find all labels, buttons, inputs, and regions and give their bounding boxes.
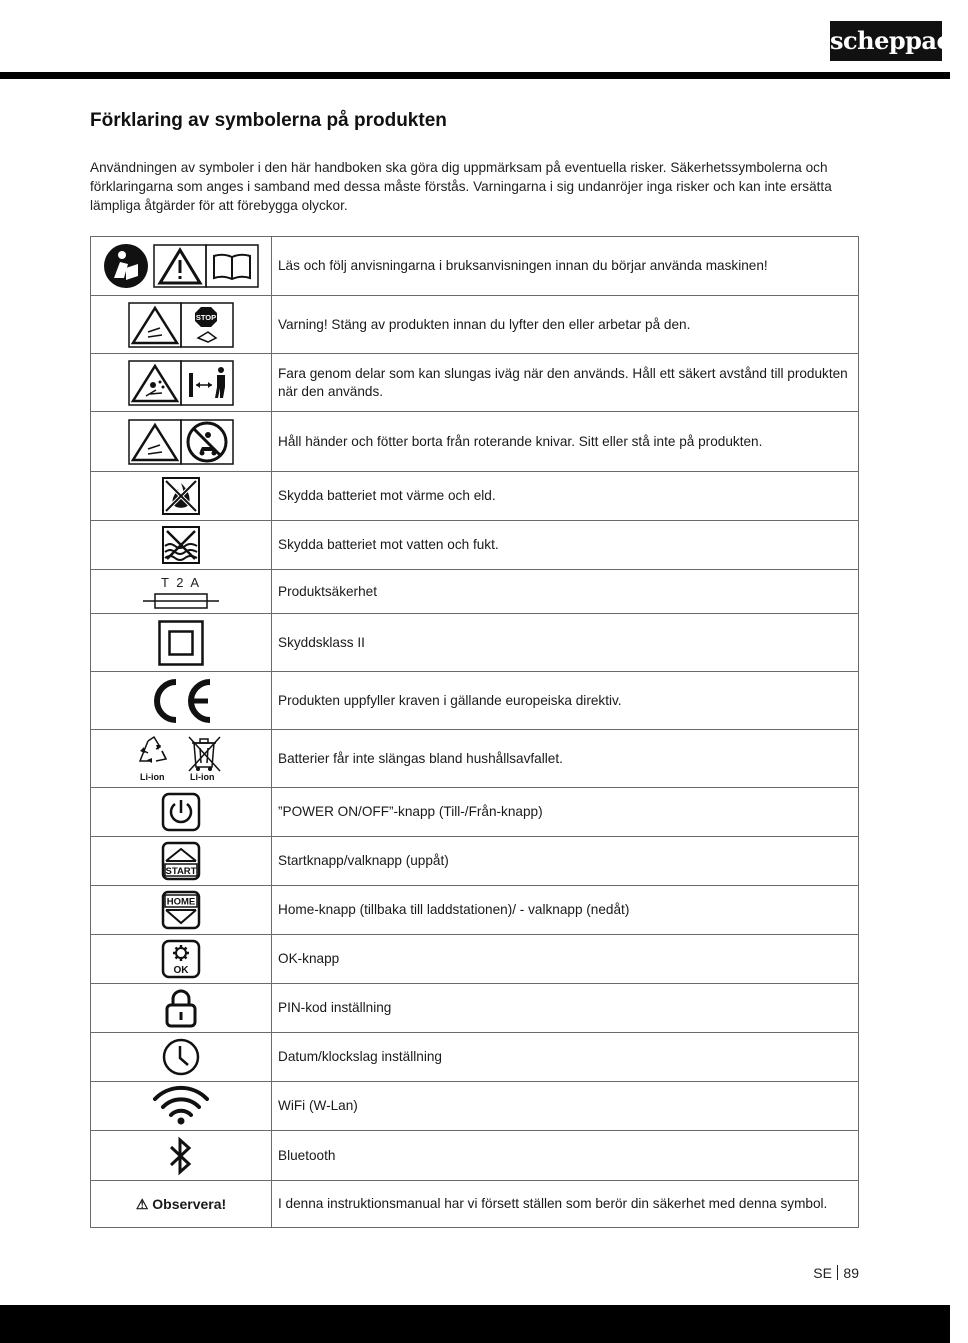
symbol-cell [91,1181,272,1228]
symbol-cell [91,788,272,837]
symbol-description: OK-knapp [272,935,859,984]
wifi-icon [152,1086,210,1126]
clock-icon [161,1037,201,1077]
protection-class-icon [158,620,204,666]
table-row [91,614,859,672]
symbol-description: Produktsäkerhet [272,570,859,614]
table-row [91,1033,859,1082]
symbol-description: Bluetooth [272,1131,859,1181]
fire-icon [162,477,200,515]
symbol-cell [91,1082,272,1131]
stop-sign-text: STOP [195,312,217,322]
symbol-description: Fara genom delar som kan slungas iväg när den används. Håll ett säkert avstånd till produkten när den används. [272,354,859,412]
home-text: HOME [166,896,196,908]
table-row [91,886,859,935]
symbol-description: WiFi (W-Lan) [272,1082,859,1131]
li-ion-label: Li-ion [140,771,165,782]
symbol-cell [91,1033,272,1082]
warning-stop-icon [128,302,234,348]
table-row [91,837,859,886]
brand-logo: scheppach [830,21,942,61]
symbol-cell [91,837,272,886]
symbol-cell [91,472,272,521]
rotating-blades-icon [128,419,234,465]
symbol-description: Produkten uppfyller kraven i gällande europeiska direktiv. [272,672,859,730]
intro-paragraph: Användningen av symboler i den här handboken ska göra dig uppmärksam på eventuella risker. Säkerhetssymbolerna och förklaringarna som anges i samband med dessa måste förstås. Varningarna i sig undanröjer inga risker och kan inte ersätta lämpliga åtgärder för att förebygga olyckor. [90,160,832,213]
table-row [91,1082,859,1131]
symbol-description: Batterier får inte slängas bland hushållsavfallet. [272,730,859,788]
table-row [91,237,859,296]
power-icon [161,792,201,832]
header-rule [0,72,950,79]
table-row [91,730,859,788]
symbol-description: ”POWER ON/OFF”-knapp (Till-/Från-knapp) [272,788,859,837]
start-text: START [165,866,197,877]
fuse-rating-text: T 2 A [160,574,202,590]
symbol-description: PIN-kod inställning [272,984,859,1033]
table-row [91,935,859,984]
observera-label: ⚠ Observera! [135,1195,227,1212]
table-row [91,412,859,472]
symbol-cell [91,1131,272,1181]
page-number-divider [837,1265,839,1280]
symbol-description: Skydda batteriet mot vatten och fukt. [272,521,859,570]
symbol-cell [91,296,272,354]
water-icon [162,526,200,564]
start-up-icon [161,841,201,881]
fuse-icon [141,573,221,611]
symbol-description: Datum/klockslag inställning [272,1033,859,1082]
table-row [91,672,859,730]
table-row [91,521,859,570]
li-ion-label: Li-ion [190,771,215,782]
thrown-objects-icon [128,360,234,406]
symbol-description: Skyddsklass II [272,614,859,672]
symbol-cell [91,412,272,472]
page-number [813,1265,859,1281]
page-title: Förklaring av symbolerna på produkten [90,110,447,131]
symbol-description: Håll händer och fötter borta från roterande knivar. Sitt eller stå inte på produkten. [272,412,859,472]
ok-text: OK [173,965,189,976]
symbol-description: Home-knapp (tillbaka till laddstationen)/ - valknapp (nedåt) [272,886,859,935]
home-down-icon [161,890,201,930]
symbol-cell [91,570,272,614]
symbol-cell [91,614,272,672]
table-row [91,1131,859,1181]
language-code: SE [813,1265,832,1281]
symbol-table [90,236,859,1228]
symbol-description: Varning! Stäng av produkten innan du lyfter den eller arbetar på den. [272,296,859,354]
ce-mark-icon [148,677,214,725]
symbol-description: I denna instruktionsmanual har vi försett ställen som berör din säkerhet med denna symbol. [272,1181,859,1228]
symbol-cell [91,886,272,935]
bluetooth-icon [166,1136,196,1176]
symbol-cell [91,521,272,570]
symbol-cell [91,354,272,412]
table-row [91,296,859,354]
table-row [91,788,859,837]
table-row [91,354,859,412]
page-number-value: 89 [843,1265,859,1281]
ok-gear-icon [161,939,201,979]
symbol-cell [91,730,272,788]
symbol-cell [91,984,272,1033]
symbol-description: Startknapp/valknapp (uppåt) [272,837,859,886]
table-row [91,472,859,521]
read-manual-icon [102,242,260,290]
table-row [91,1181,859,1228]
symbol-description: Skydda batteriet mot värme och eld. [272,472,859,521]
symbol-description: Läs och följ anvisningarna i bruksanvisningen innan du börjar använda maskinen! [272,237,859,296]
symbol-cell [91,672,272,730]
symbol-cell [91,237,272,296]
table-row [91,570,859,614]
footer-bar [0,1305,950,1343]
symbol-cell [91,935,272,984]
table-row [91,984,859,1033]
battery-disposal-icon [136,733,226,785]
lock-icon [164,988,198,1028]
